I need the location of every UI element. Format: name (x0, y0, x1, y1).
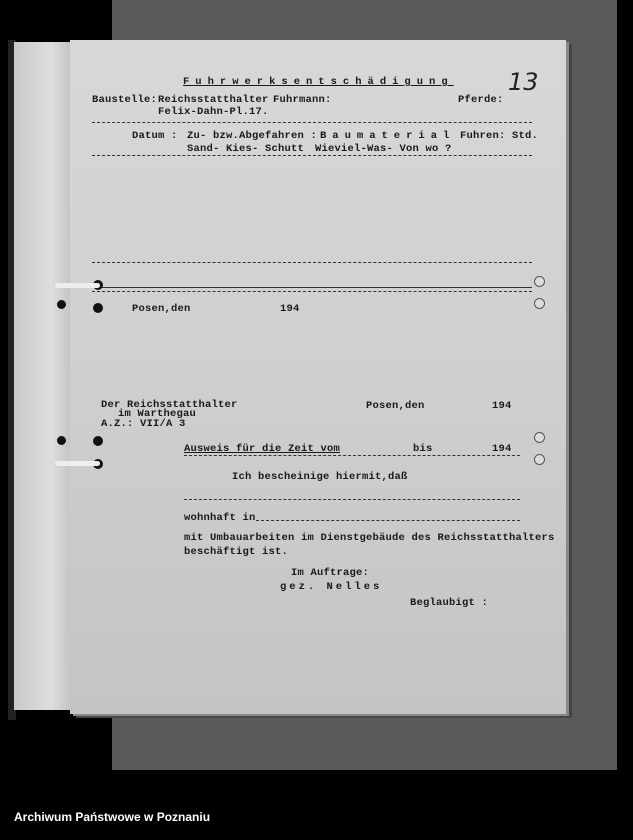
year: 194 (492, 400, 512, 412)
beglaubigt: Beglaubigt : (410, 597, 489, 609)
year: 194 (280, 303, 300, 315)
divider (92, 291, 532, 292)
bis-label: bis (413, 443, 433, 455)
reference: A.Z.: VII/A 3 (101, 418, 186, 430)
pferde-label: Pferde: (458, 94, 504, 106)
punch-hole (93, 436, 103, 446)
form-title: Fuhrwerksentschädigung (183, 76, 454, 88)
place-date: Posen,den (132, 303, 191, 315)
divider (92, 287, 532, 288)
binding-string (55, 461, 100, 466)
wohnhaft-label: wohnhaft in (184, 512, 256, 524)
punch-hole (57, 300, 66, 309)
binding-string (55, 283, 100, 288)
place-date: Posen,den (366, 400, 425, 412)
baustelle-address: Felix-Dahn-Pl.17. (158, 106, 269, 118)
certify-text: Ich bescheinige hiermit,daß (232, 471, 408, 483)
address-line (256, 520, 520, 521)
sand-label: Sand- Kies- Schutt (187, 143, 305, 155)
punch-hole (534, 276, 545, 287)
folio-number: 13 (508, 68, 539, 96)
baustelle-value: Reichsstatthalter (158, 94, 269, 106)
signature: gez. Nelles (280, 581, 383, 593)
punch-hole (534, 298, 545, 309)
punch-hole (93, 303, 103, 313)
punch-hole (57, 436, 66, 445)
wieviel-label: Wieviel-Was- Von wo ? (315, 143, 452, 155)
issuer-line2: im Warthegau (118, 408, 197, 420)
datum-label: Datum : (132, 130, 178, 142)
baumaterial-label: Baumaterial (320, 130, 456, 142)
ausweis-label: Ausweis für die Zeit vom (184, 443, 341, 455)
fuhren-label: Fuhren: Std. (460, 130, 539, 142)
name-line (184, 499, 520, 500)
divider (184, 455, 520, 456)
divider (92, 262, 532, 263)
ausweis-year: 194 (492, 443, 512, 455)
baustelle-label: Baustelle: (92, 94, 158, 106)
divider (92, 122, 532, 123)
im-auftrage: Im Auftrage: (291, 567, 370, 579)
fuhrmann-label: Fuhrmann: (273, 94, 332, 106)
body-line2: beschäftigt ist. (184, 546, 289, 558)
divider (92, 155, 532, 156)
body-line1: mit Umbauarbeiten im Dienstgebäude des Reichsstatthalters (184, 532, 555, 544)
punch-hole (534, 432, 545, 443)
document-page (70, 40, 566, 714)
punch-hole (534, 454, 545, 465)
back-page (14, 42, 76, 710)
zu-abgefahren-label: Zu- bzw.Abgefahren : (187, 130, 318, 142)
issuer-line1: Der Reichsstatthalter (101, 399, 238, 411)
archive-name: Archiwum Państwowe w Poznaniu (14, 810, 211, 824)
